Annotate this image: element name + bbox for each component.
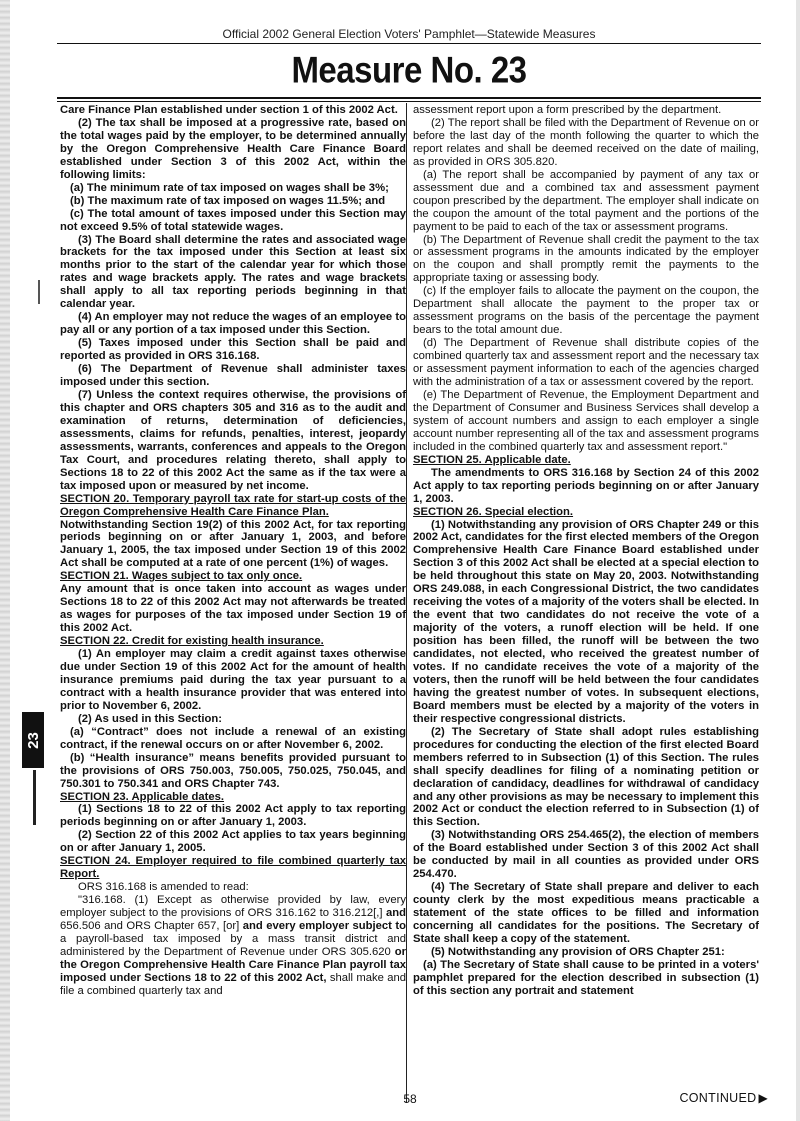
paragraph: (4) An employer may not reduce the wages of an employee to pay all or any portion of a tax imposed under this Section.	[60, 311, 406, 337]
section-heading: SECTION 21. Wages subject to tax only once.	[60, 570, 303, 583]
section-heading: SECTION 26. Special election.	[413, 505, 574, 518]
section-heading: SECTION 24. Employer required to file combined quarterly tax Report.	[60, 855, 406, 881]
paragraph: (a) “Contract” does not include a renewal of an existing contract, if the renewal occurs on or after November 6, 2002.	[60, 725, 406, 751]
side-tab-label: 23	[24, 731, 42, 749]
paragraph: (1) Sections 18 to 22 of this 2002 Act apply to tax reporting periods beginning on or after January 1, 2003.	[60, 803, 406, 829]
paragraph: (6) The Department of Revenue shall administer taxes imposed under this section.	[60, 363, 406, 389]
statute-text: a payroll-based tax imposed by a mass transit district and administered by the Department of Revenue under ORS 305.620	[60, 933, 406, 958]
section-heading: SECTION 20. Temporary payroll tax rate for start-up costs of the Oregon Comprehensive Health Care Finance Plan.	[60, 492, 406, 518]
paragraph: (a) The Secretary of State shall cause to be printed in a voters' pamphlet prepared for the election described in subsection (1) of this section any portrait and statement	[413, 958, 759, 997]
continued-arrow-icon: ▶	[758, 1091, 768, 1105]
paragraph: (1) Notwithstanding any provision of ORS Chapter 249 or this 2002 Act, candidates for the first elected members of the Oregon Comprehensive Health Care Finance Board established under Section 3 of this 2002 Act shall be elected at a special election to be held throughout this state on May 20, 2003. Notwithstanding ORS 249.088, in each Congressional District, the two candidates receiving the votes of a majority of the voters shall be elected. In the event that two candidates do not receive the vote of a majority of the voters, a runoff election will be held. If one position has been filled, the runoff will be between the two candidates, not elected, who received the greatest number of votes. If no candidate receives the vote of a majority of the voters, then the runoff will be held between the four candidates having the greatest number of votes. In subsequent elections, Board members must be elected by a majority of the voters in their respective congressional districts.	[413, 518, 759, 725]
measure-side-tab	[22, 712, 44, 768]
paragraph: assessment report upon a form prescribed by the department.	[413, 104, 722, 116]
paragraph: (b) The Department of Revenue shall credit the payment to the tax or assessment programs in the amounts indicated by the employer on the coupon and shall promptly remit the payments to the appropriate taxing or assessing body.	[413, 233, 759, 285]
continued-text: CONTINUED	[679, 1091, 757, 1105]
paragraph: (5) Taxes imposed under this Section shall be paid and reported as provided in ORS 316.168.	[60, 337, 406, 363]
paragraph: Notwithstanding Section 19(2) of this 2002 Act, for tax reporting periods beginning on or after January 1, 2003, and before January 1, 2005, the tax imposed under Section 19 of this 2002 Act shall be computed at a rate of one percent (1%) of wages.	[60, 518, 406, 570]
column-divider	[406, 103, 407, 1103]
statute-text: "316.168. (1) Except as otherwise provided by law, every employer subject to the provisions of ORS 316.162 to 316.212[,]	[60, 894, 406, 920]
statute-insert: or the Oregon Comprehensive Health Care Finance Plan payroll tax imposed under Sections 18 to 22 of this 2002 Act,	[60, 945, 406, 984]
paragraph: (1) An employer may claim a credit against taxes otherwise due under Section 19 of this 2002 Act for the amount of health insurance premiums paid during the tax year pursuant to a contract with a health insurance provider that was entered into prior to November 6, 2002.	[60, 648, 406, 712]
paragraph: Care Finance Plan established under section 1 of this 2002 Act.	[60, 104, 398, 116]
right-column	[413, 104, 759, 1111]
statute-insert: and every employer subject to	[242, 920, 406, 933]
statute-insert: and	[385, 907, 406, 920]
running-header: Official 2002 General Election Voters' Pamphlet—Statewide Measures	[222, 27, 596, 41]
left-column	[60, 104, 406, 1111]
paragraph: (b) “Health insurance” means benefits provided pursuant to the provisions of ORS 750.003, 750.005, 750.025, 750.045, and 750.301 to 750.341 and ORS Chapter 743.	[60, 751, 406, 790]
paragraph: The amendments to ORS 316.168 by Section 24 of this 2002 Act apply to tax reporting periods beginning on or after January 1, 2003.	[413, 466, 759, 505]
paragraph: ORS 316.168 is amended to read:	[78, 881, 249, 894]
paragraph: (2) The report shall be filed with the Department of Revenue on or before the last day of the month following the quarter to which the report relates and shall be deemed received on the date of mailing, as provided in ORS 305.820.	[413, 116, 759, 168]
paragraph: (c) The total amount of taxes imposed under this Section may not exceed 9.5% of total statewide wages.	[60, 207, 406, 233]
scan-edge-right	[796, 0, 800, 1121]
paragraph: (3) The Board shall determine the rates and associated wage brackets for the tax imposed under this Section at least six months prior to the start of the calendar year for which those rates and wage brackets apply. The rates and wage brackets shall apply to all tax reporting periods beginning in that calendar year.	[60, 233, 406, 311]
paragraph: (a) The report shall be accompanied by payment of any tax or assessment due and a combined tax and assessment payment coupon prescribed by the department. The employer shall indicate on the coupon the amount of the total payment and the portions of the payment to be paid to each of the tax or assessment programs.	[413, 168, 759, 233]
title-rule	[57, 97, 761, 99]
margin-mark	[38, 280, 40, 304]
statute-text: 656.506 and ORS Chapter 657, [or]	[60, 920, 240, 933]
paragraph: (2) Section 22 of this 2002 Act applies to tax years beginning on or after January 1, 2005.	[60, 829, 406, 855]
side-tab-line	[33, 770, 36, 825]
paragraph: (b) The maximum rate of tax imposed on wages 11.5%; and	[70, 194, 386, 207]
paragraph: Any amount that is once taken into account as wages under Sections 18 to 22 of this 2002 Act may not afterwards be treated as wages for purposes of the tax imposed under Section 19 of this 2002 Act.	[60, 583, 406, 635]
paragraph: (3) Notwithstanding ORS 254.465(2), the election of members of the Board established under Section 3 of this 2002 Act shall be conducted by mail in all counties as provided under ORS 254.470.	[413, 829, 759, 881]
section-heading: SECTION 25. Applicable date.	[413, 453, 571, 466]
paragraph: (d) The Department of Revenue shall distribute copies of the combined quarterly tax and assessment report and the necessary tax or assessment payment information to each of the agencies charged with the administration of a tax or assessment covered by the report.	[413, 337, 759, 389]
paragraph: (2) As used in this Section:	[78, 712, 222, 725]
paragraph: (c) If the employer fails to allocate the payment on the coupon, the Department shall allocate the payment to the proper tax or assessment programs on the basis of the percentage the payment bears to the total amount due.	[413, 285, 759, 337]
paragraph: (4) The Secretary of State shall prepare and deliver to each county clerk by the most expeditious means practicable a statement of the state offices to be filled and information concerning all candidates for the positions. The Secretary of State shall keep a copy of the statement.	[413, 881, 759, 945]
paragraph: (7) Unless the context requires otherwise, the provisions of this chapter and ORS chapters 305 and 316 as to the audit and examination of returns, determination of deficiencies, assessments, claims for refunds, penalties, interest, jeopardy assessments, warrants, conferences and appeals to the Oregon Tax Court, and procedures relating thereto, shall apply to Sections 18 to 22 of this 2002 Act the same as if the tax were a tax imposed upon or measured by net income.	[60, 388, 406, 492]
title-rule-thin	[57, 101, 761, 102]
section-heading: SECTION 22. Credit for existing health insurance.	[60, 635, 324, 648]
statute-text: shall make and file a combined quarterly tax and	[60, 971, 406, 997]
page-number: 58	[403, 1092, 417, 1106]
paragraph: (a) The minimum rate of tax imposed on wages shall be 3%;	[70, 181, 389, 194]
paragraph: (2) The Secretary of State shall adopt rules establishing procedures for conducting the election of the first elected Board members referred to in Subsection (1) of this Section. The rules shall specify deadlines for filing of a nominating petition or declaration of candidacy, deadlines for withdrawal of candidacy and any other provisions as may be necessary to implement this 2002 Act or conduct the election referred to in Subsection (1) of this Section.	[413, 725, 759, 829]
header-rule	[57, 43, 761, 44]
section-heading: SECTION 23. Applicable dates.	[60, 790, 225, 803]
amended-statute-text	[60, 894, 406, 998]
paragraph: (5) Notwithstanding any provision of ORS Chapter 251:	[431, 945, 725, 958]
scan-edge	[0, 0, 10, 1121]
paragraph: (2) The tax shall be imposed at a progressive rate, based on the total wages paid by the employer, to be determined annually by the Oregon Comprehensive Health Care Finance Board established under Section 3 of this 2002 Act, within the following limits:	[60, 116, 406, 181]
paragraph: (e) The Department of Revenue, the Employment Department and the Department of Consumer and Business Services shall develop a system of account numbers and assign to each employer a single account number representing all of the tax and assessment programs included in the combined quarterly tax and assessment report."	[413, 388, 759, 453]
continued-label	[658, 1091, 768, 1105]
measure-title: Measure No. 23	[291, 49, 527, 91]
